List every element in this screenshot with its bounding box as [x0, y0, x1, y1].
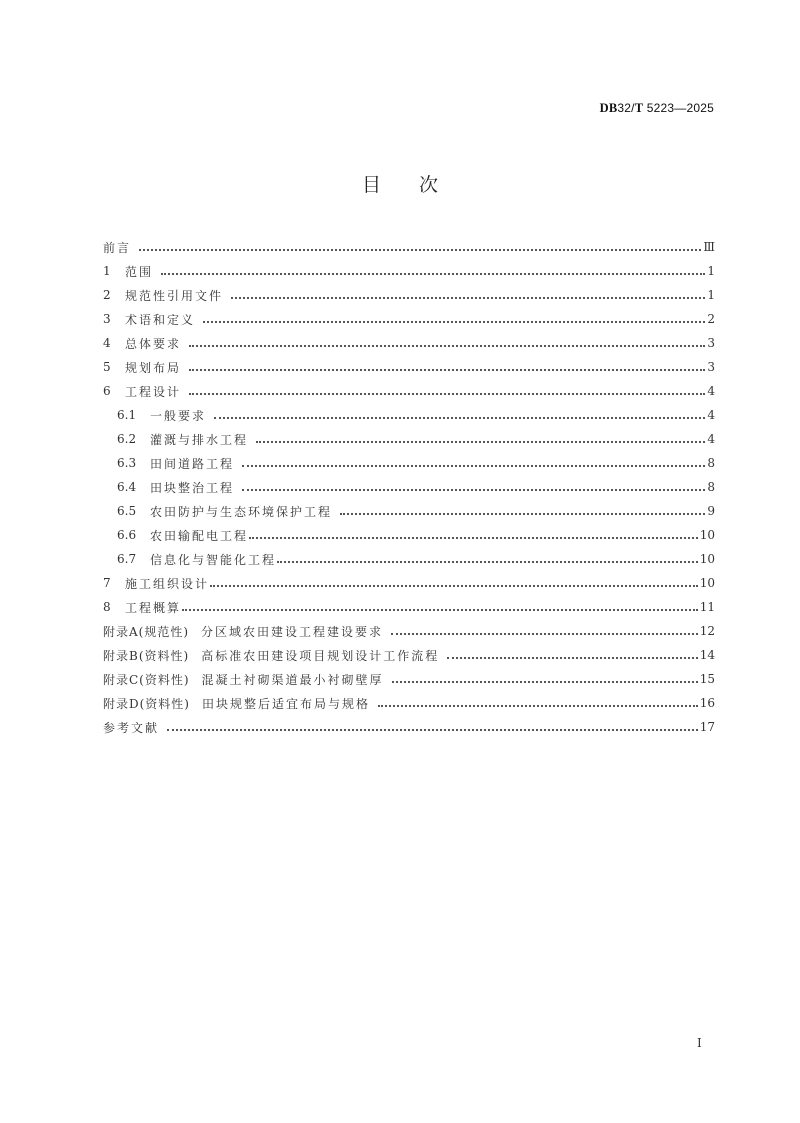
toc-entry-page: 4: [707, 408, 715, 422]
toc-entry-number: 6.3: [117, 456, 137, 470]
toc-entry-1[interactable]: [103, 259, 715, 283]
dot-leader: [242, 464, 705, 467]
toc-entry-label: 一般要求: [150, 408, 207, 423]
toc-entry-page: 14: [699, 648, 715, 662]
title-char-2: 次: [419, 174, 439, 196]
doc-code-t: T: [634, 101, 644, 115]
title-char-1: 目: [361, 174, 381, 196]
toc-entry-6-6[interactable]: [103, 523, 715, 547]
toc-entry-page: 12: [699, 624, 715, 638]
toc-entry-label: 施工组织设计: [125, 576, 210, 591]
toc-entry-label: 前言: [103, 240, 132, 255]
toc-entry-label: 参考文献: [103, 720, 160, 735]
toc-entry-3[interactable]: [103, 307, 715, 331]
dot-leader: [189, 344, 705, 347]
dot-leader: [203, 320, 705, 323]
toc-entry-label: 信息化与智能化工程: [150, 552, 277, 567]
toc-entry-6-3[interactable]: [103, 451, 715, 475]
toc-entry-number: 附录B(资料性): [103, 648, 190, 663]
toc-entry-label: 总体要求: [125, 336, 182, 351]
toc-entry-page: 2: [707, 312, 715, 326]
toc-entry-page: 10: [699, 576, 715, 590]
toc-entry-5[interactable]: [103, 355, 715, 379]
document-code: [600, 101, 714, 116]
toc-entry-label: 分区域农田建设工程建设要求: [201, 624, 384, 639]
toc-entry-label: 范围: [125, 264, 154, 279]
table-of-contents: [103, 235, 715, 739]
dot-leader: [167, 728, 698, 731]
toc-entry-6-2[interactable]: [103, 427, 715, 451]
toc-entry-label: 规划布局: [125, 360, 182, 375]
toc-entry-page: 3: [707, 360, 715, 374]
toc-entry-label: 田间道路工程: [150, 456, 235, 471]
toc-entry-page: 9: [707, 504, 715, 518]
toc-entry-number: 6.2: [117, 432, 137, 446]
toc-entry-label: 田块整治工程: [150, 480, 235, 495]
doc-code-number: 5223—2025: [643, 101, 714, 115]
toc-entry-number: 8: [103, 600, 111, 614]
dot-leader: [214, 416, 705, 419]
toc-entry-page: 1: [707, 288, 715, 302]
toc-entry-label: 术语和定义: [125, 312, 196, 327]
toc-entry-appendix-c[interactable]: [103, 667, 715, 691]
dot-leader: [139, 248, 701, 251]
toc-entry-appendix-d[interactable]: [103, 691, 715, 715]
toc-entry-number: 2: [103, 288, 111, 302]
toc-entry-label: 田块规整后适宜布局与规格: [202, 696, 371, 711]
toc-entry-page: 4: [707, 432, 715, 446]
toc-entry-number: 6.6: [117, 528, 137, 542]
toc-entry-number: 7: [103, 576, 111, 590]
toc-entry-bibliography[interactable]: [103, 715, 715, 739]
dot-leader: [340, 512, 705, 515]
toc-entry-page: 10: [699, 552, 715, 566]
dot-leader: [391, 632, 698, 635]
dot-leader: [161, 272, 705, 275]
toc-entry-page: 16: [699, 696, 715, 710]
toc-entry-2[interactable]: [103, 283, 715, 307]
toc-entry-number: 附录C(资料性): [103, 672, 190, 687]
toc-entry-page: 15: [699, 672, 715, 686]
toc-entry-label: 工程设计: [125, 384, 182, 399]
toc-entry-foreword[interactable]: [103, 235, 715, 259]
dot-leader: [210, 584, 698, 587]
page-title: [0, 170, 800, 197]
toc-entry-page: 8: [707, 480, 715, 494]
dot-leader: [189, 392, 705, 395]
toc-entry-label: 灌溉与排水工程: [150, 432, 249, 447]
toc-entry-number: 附录A(规范性): [103, 624, 190, 639]
dot-leader: [189, 368, 705, 371]
toc-entry-7[interactable]: [103, 571, 715, 595]
toc-entry-4[interactable]: [103, 331, 715, 355]
toc-entry-label: 混凝土衬砌渠道最小衬砌壁厚: [201, 672, 384, 687]
toc-entry-number: 1: [103, 264, 111, 278]
dot-leader: [249, 536, 698, 539]
toc-entry-appendix-a[interactable]: [103, 619, 715, 643]
toc-entry-6-1[interactable]: [103, 403, 715, 427]
toc-entry-label: 农田防护与生态环境保护工程: [150, 504, 333, 519]
toc-entry-label: 高标准农田建设项目规划设计工作流程: [201, 648, 440, 663]
dot-leader: [447, 656, 698, 659]
dot-leader: [392, 680, 698, 683]
toc-entry-number: 6.1: [117, 408, 137, 422]
toc-entry-6-5[interactable]: [103, 499, 715, 523]
dot-leader: [231, 296, 705, 299]
toc-entry-8[interactable]: [103, 595, 715, 619]
toc-entry-page: 3: [707, 336, 715, 350]
toc-entry-number: 6: [103, 384, 111, 398]
toc-entry-number: 4: [103, 336, 111, 350]
toc-entry-number: 6.5: [117, 504, 137, 518]
dot-leader: [378, 704, 698, 707]
dot-leader: [256, 440, 705, 443]
toc-entry-page: 11: [699, 600, 715, 614]
toc-entry-6-7[interactable]: [103, 547, 715, 571]
toc-entry-label: 农田输配电工程: [150, 528, 249, 543]
toc-entry-6[interactable]: [103, 379, 715, 403]
dot-leader: [277, 560, 698, 563]
toc-entry-6-4[interactable]: [103, 475, 715, 499]
toc-entry-number: 6.4: [117, 480, 137, 494]
toc-entry-page: 17: [699, 720, 715, 734]
toc-entry-label: 规范性引用文件: [125, 288, 224, 303]
doc-code-prefix: DB: [599, 101, 618, 115]
toc-entry-page: 8: [707, 456, 715, 470]
toc-entry-number: 附录D(资料性): [103, 696, 190, 711]
page-number: I: [697, 1036, 702, 1050]
toc-entry-label: 工程概算: [125, 600, 182, 615]
toc-entry-number: 3: [103, 312, 111, 326]
dot-leader: [182, 608, 698, 611]
dot-leader: [242, 488, 705, 491]
toc-entry-page: 10: [699, 528, 715, 542]
toc-entry-appendix-b[interactable]: [103, 643, 715, 667]
toc-entry-page: 1: [707, 264, 715, 278]
toc-entry-page: Ⅲ: [703, 240, 715, 254]
toc-entry-number: 6.7: [117, 552, 137, 566]
doc-code-mid: 32/: [617, 101, 635, 115]
toc-entry-number: 5: [103, 360, 111, 374]
toc-entry-page: 4: [707, 384, 715, 398]
